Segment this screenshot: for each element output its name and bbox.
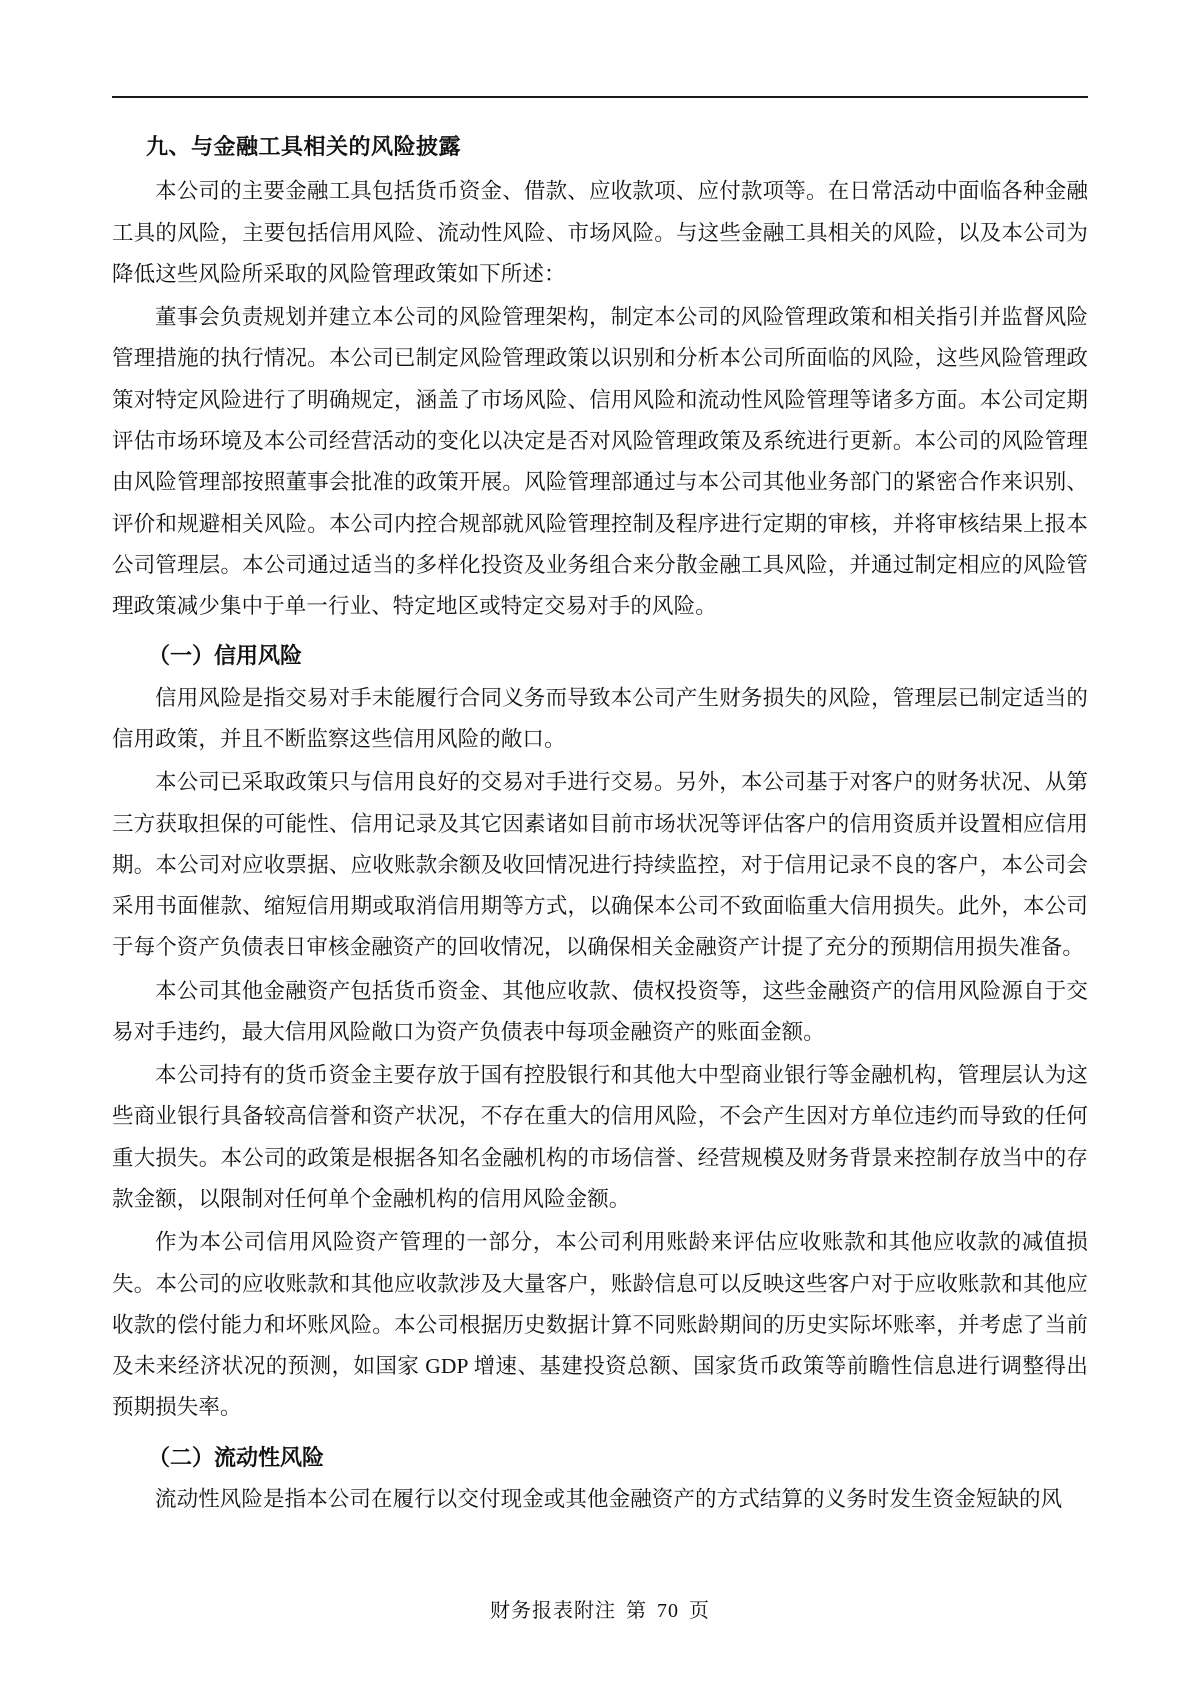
- subsection-two-title: （二）流动性风险: [148, 1444, 325, 1470]
- section-heading: 九、与金融工具相关的风险披露: [146, 134, 462, 159]
- footer-page-number: 70: [657, 1600, 679, 1622]
- page-content: [112, 96, 1088, 1522]
- footer-page-unit: 页: [689, 1600, 710, 1622]
- subsection-one-paragraph-3: 本公司其他金融资产包括货币资金、其他应收款、债权投资等，这些金融资产的信用风险源自于交易对手违约，最大信用风险敞口为资产负债表中每项金融资产的账面金额。: [112, 978, 1088, 1044]
- subsection-one-paragraph-5: 作为本公司信用风险资产管理的一部分，本公司利用账龄来评估应收账款和其他应收款的减值损失。本公司的应收账款和其他应收款涉及大量客户，账龄信息可以反映这些客户对于应收账款和其他应收款的偿付能力和坏账风险。本公司根据历史数据计算不同账龄期间的历史实际坏账率，并考虑了当前及未来经济状况的预测，如国家 GDP 增速、基建投资总额、国家货币政策等前瞻性信息进行调整得出预期损失率。: [112, 1230, 1088, 1420]
- header-rule: [112, 96, 1088, 98]
- subsection-one-paragraph-4: 本公司持有的货币资金主要存放于国有控股银行和其他大中型商业银行等金融机构，管理层认为这些商业银行具备较高信誉和资产状况，不存在重大的信用风险，不会产生因对方单位违约而导致的任何重大损失。本公司的政策是根据各知名金融机构的市场信誉、经营规模及财务背景来控制存放当中的存款金额，以限制对任何单个金融机构的信用风险金额。: [112, 1063, 1088, 1211]
- subsection-one-title: （一）信用风险: [148, 643, 303, 669]
- subsection-one-paragraph-2: 本公司已采取政策只与信用良好的交易对手进行交易。另外，本公司基于对客户的财务状况、从第三方获取担保的可能性、信用记录及其它因素诸如目前市场状况等评估客户的信用资质并设置相应信用期。本公司对应收票据、应收账款余额及收回情况进行持续监控，对于信用记录不良的客户，本公司会采用书面催款、缩短信用期或取消信用期等方式，以确保本公司不致面临重大信用损失。此外，本公司于每个资产负债表日审核金融资产的回收情况，以确保相关金融资产计提了充分的预期信用损失准备。: [112, 770, 1088, 960]
- paragraph-intro-2: 董事会负责规划并建立本公司的风险管理架构，制定本公司的风险管理政策和相关指引并监督风险管理措施的执行情况。本公司已制定风险管理政策以识别和分析本公司所面临的风险，这些风险管理政策对特定风险进行了明确规定，涵盖了市场风险、信用风险和流动性风险管理等诸多方面。本公司定期评估市场环境及本公司经营活动的变化以决定是否对风险管理政策及系统进行更新。本公司的风险管理由风险管理部按照董事会批准的政策开展。风险管理部通过与本公司其他业务部门的紧密合作来识别、评价和规避相关风险。本公司内控合规部就风险管理控制及程序进行定期的审核，并将审核结果上报本公司管理层。本公司通过适当的多样化投资及业务组合来分散金融工具风险，并通过制定相应的风险管理政策减少集中于单一行业、特定地区或特定交易对手的风险。: [112, 305, 1088, 619]
- paragraph-intro-1: 本公司的主要金融工具包括货币资金、借款、应收款项、应付款项等。在日常活动中面临各种金融工具的风险，主要包括信用风险、流动性风险、市场风险。与这些金融工具相关的风险，以及本公司为降低这些风险所采取的风险管理政策如下所述：: [112, 179, 1088, 286]
- footer-label: 财务报表附注: [490, 1600, 616, 1622]
- subsection-one-paragraph-1: 信用风险是指交易对手未能履行合同义务而导致本公司产生财务损失的风险，管理层已制定适当的信用政策，并且不断监察这些信用风险的敞口。: [112, 685, 1088, 752]
- page-footer: [0, 1594, 1200, 1623]
- footer-page-word: 第: [626, 1600, 647, 1622]
- subsection-two-paragraph-1: 流动性风险是指本公司在履行以交付现金或其他金融资产的方式结算的义务时发生资金短缺的风: [155, 1487, 1063, 1512]
